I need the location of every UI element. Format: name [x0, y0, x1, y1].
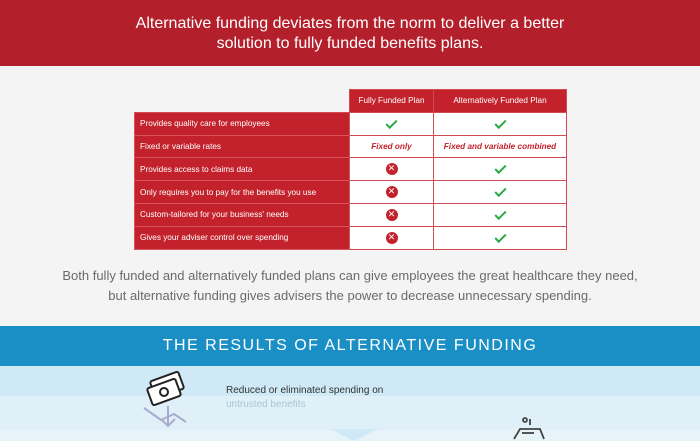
- banner-line-1: Alternative funding deviates from the norm to deliver a better: [135, 15, 565, 32]
- fully-cell: [350, 203, 434, 226]
- fully-cell: [350, 112, 434, 135]
- table-row: [135, 112, 567, 135]
- result-item-1-line-1: Reduced or eliminated spending on: [226, 385, 384, 396]
- table-row: [135, 203, 567, 226]
- comparison-table: [134, 89, 567, 250]
- fully-cell-text: Fixed only: [350, 135, 434, 158]
- x-circle-icon: ✕: [386, 186, 398, 198]
- feature-label: Custom-tailored for your business' needs: [135, 203, 350, 226]
- alt-cell: [434, 158, 567, 181]
- check-icon: [494, 208, 506, 220]
- table-row: [135, 135, 567, 158]
- feature-label: Provides access to claims data: [135, 158, 350, 181]
- feature-label: Provides quality care for employees: [135, 112, 350, 135]
- top-banner: [0, 0, 700, 66]
- check-icon: [385, 117, 397, 129]
- fully-cell: [350, 226, 434, 249]
- money-down-icon: [141, 370, 196, 430]
- badge-icon: [510, 417, 550, 441]
- check-icon: [494, 117, 506, 129]
- result-item-1: [226, 384, 383, 412]
- alt-cell: [434, 226, 567, 249]
- results-title-bar: [0, 326, 700, 366]
- summary-text: [0, 266, 700, 306]
- table-header-row: [135, 90, 567, 113]
- results-title: THE RESULTS OF ALTERNATIVE FUNDING: [162, 337, 538, 354]
- column-header-fully-funded: Fully Funded Plan: [350, 90, 434, 113]
- column-header-alt-funded: Alternatively Funded Plan: [434, 90, 567, 113]
- feature-label: Fixed or variable rates: [135, 135, 350, 158]
- table-row: [135, 226, 567, 249]
- alt-cell: [434, 112, 567, 135]
- alt-cell-text: Fixed and variable combined: [434, 135, 567, 158]
- x-circle-icon: ✕: [386, 232, 398, 244]
- table-row: [135, 158, 567, 181]
- check-icon: [494, 230, 506, 242]
- result-item-1-line-2: untrusted benefits: [226, 399, 306, 410]
- alt-cell: [434, 181, 567, 204]
- check-icon: [494, 185, 506, 197]
- feature-label: Gives your adviser control over spending: [135, 226, 350, 249]
- fully-cell: [350, 158, 434, 181]
- table-row: [135, 181, 567, 204]
- header-blank-cell: [135, 90, 350, 113]
- fully-cell: [350, 181, 434, 204]
- banner-line-2: solution to fully funded benefits plans.: [216, 35, 484, 52]
- x-circle-icon: ✕: [386, 163, 398, 175]
- x-circle-icon: ✕: [386, 209, 398, 221]
- summary-line-1: Both fully funded and alternatively funded plans can give employees the great healthcare they need,: [62, 268, 638, 283]
- section-notch: [330, 429, 378, 441]
- check-icon: [494, 162, 506, 174]
- summary-line-2: but alternative funding gives advisers the power to decrease unnecessary spending.: [108, 288, 592, 303]
- alt-cell: [434, 203, 567, 226]
- feature-label: Only requires you to pay for the benefits you use: [135, 181, 350, 204]
